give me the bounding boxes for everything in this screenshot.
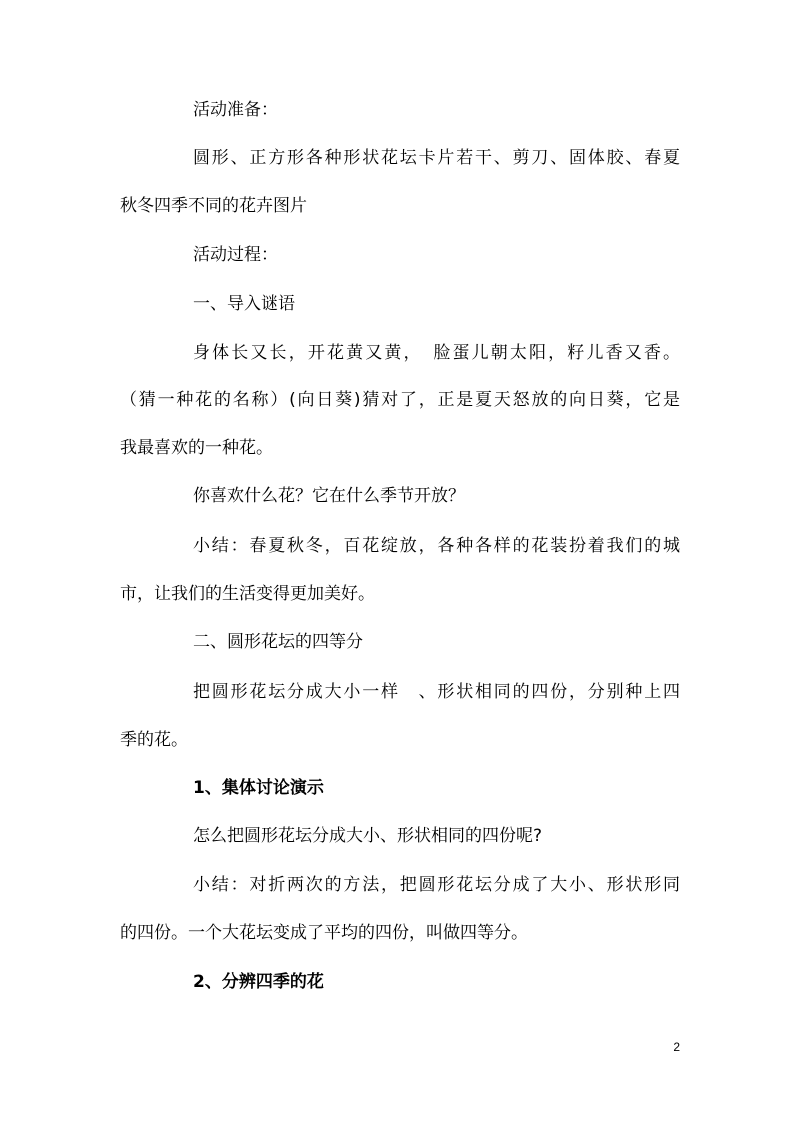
subsection-heading-seasons: 2、分辨四季的花 — [193, 972, 324, 992]
paragraph-line: 季的花。 — [120, 730, 188, 750]
paragraph-line: 圆形、正方形各种形状花坛卡片若干、剪刀、固体胶、春夏 — [193, 148, 680, 168]
section-heading-process: 活动过程： — [193, 245, 278, 265]
section-heading-preparation: 活动准备： — [193, 100, 278, 120]
paragraph-line: 把圆形花坛分成大小一样 、形状相同的四份，分别种上四 — [193, 682, 680, 702]
section-heading-circle: 二、圆形花坛的四等分 — [193, 632, 363, 652]
paragraph-line: 小结：对折两次的方法，把圆形花坛分成了大小、形状形同 — [193, 875, 680, 895]
paragraph-line: （猜一种花的名称）(向日葵)猜对了，正是夏天怒放的向日葵，它是 — [120, 390, 680, 410]
paragraph-line: 小结：春夏秋冬，百花绽放，各种各样的花装扮着我们的城 — [193, 536, 680, 556]
section-heading-riddle: 一、导入谜语 — [193, 294, 295, 314]
paragraph-line: 秋冬四季不同的花卉图片 — [120, 196, 307, 216]
subsection-heading-discussion: 1、集体讨论演示 — [193, 778, 324, 798]
paragraph-line: 的四份。一个大花坛变成了平均的四份，叫做四等分。 — [120, 923, 528, 943]
paragraph-line: 我最喜欢的一种花。 — [120, 438, 273, 458]
paragraph-line: 你喜欢什么花？它在什么季节开放？ — [193, 486, 465, 506]
paragraph-line: 身体长又长，开花黄又黄， 脸蛋儿朝太阳，籽儿香又香。 — [193, 343, 680, 363]
page-number: 2 — [673, 1040, 680, 1054]
paragraph-line: 市，让我们的生活变得更加美好。 — [120, 584, 375, 604]
paragraph-line: 怎么把圆形花坛分成大小、形状相同的四份呢? — [193, 826, 543, 846]
